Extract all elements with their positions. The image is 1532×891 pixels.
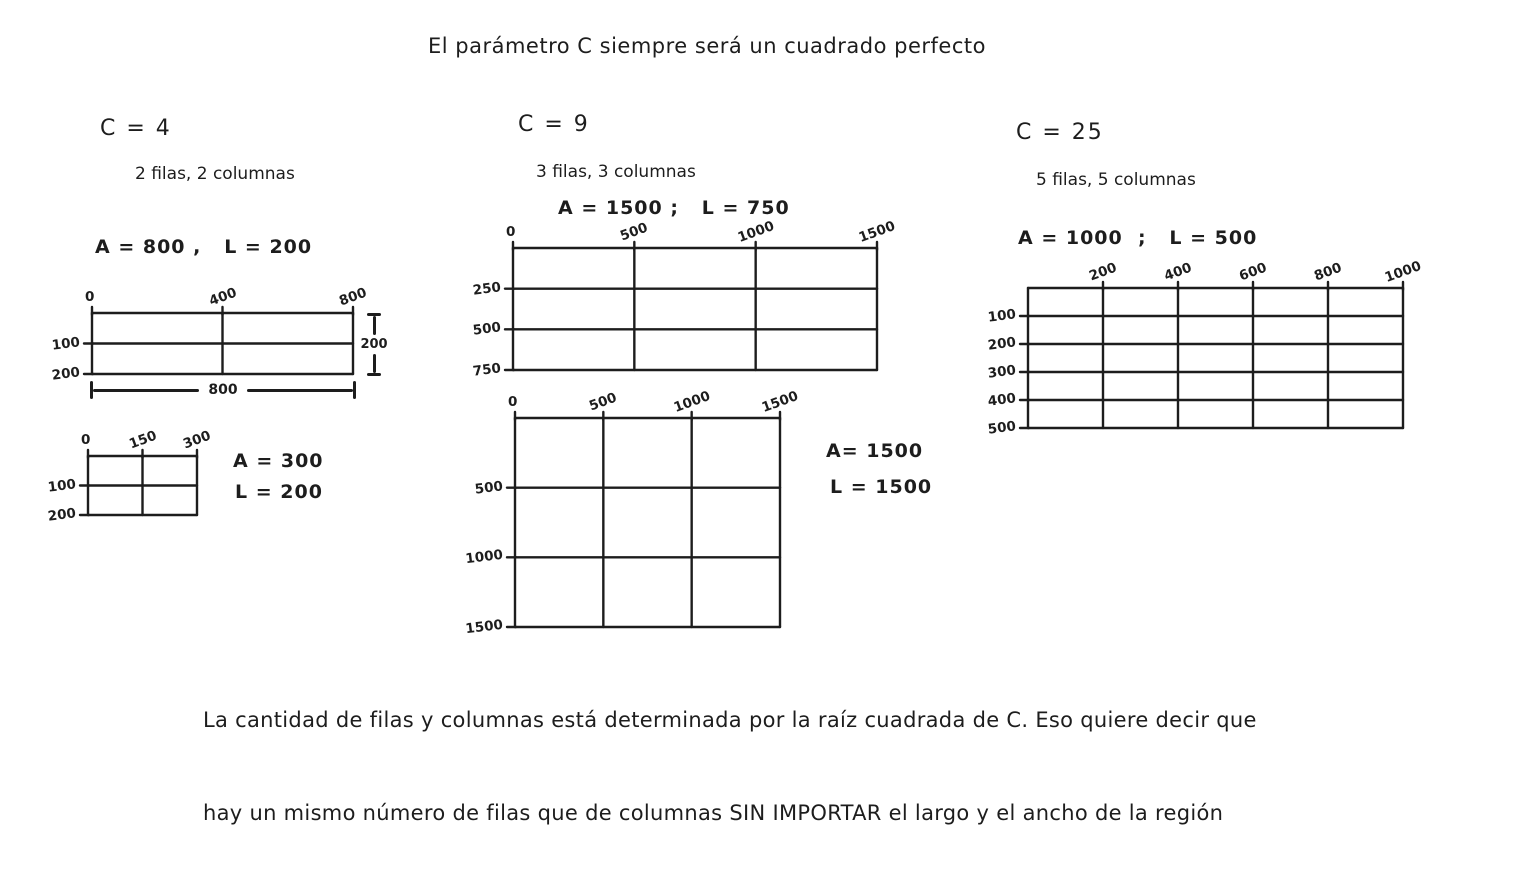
grid-c9-square-area-label: A= 1500 (826, 440, 924, 462)
grid-lines (1028, 288, 1403, 428)
x-axis-label: 1500 (759, 388, 801, 416)
x-axis-label: 600 (1237, 259, 1269, 285)
x-axis-label: 300 (181, 427, 213, 453)
x-axis-label: 800 (337, 284, 369, 310)
grid-lines (515, 418, 780, 627)
height-dimension-bracket (360, 313, 388, 376)
x-axis-label: 1500 (856, 218, 898, 246)
y-axis-label: 1500 (464, 616, 504, 638)
section-c4-label: C = 4 (100, 116, 172, 141)
grid-lines (92, 313, 353, 374)
y-axis-label: 1000 (464, 547, 504, 568)
x-axis-label: 1000 (735, 218, 777, 246)
y-axis-label: 300 (986, 362, 1017, 382)
section-c25-rows-cols: 5 filas, 5 columnas (1036, 170, 1196, 190)
y-axis-label: 750 (471, 360, 502, 380)
section-c25-label: C = 25 (1016, 120, 1104, 145)
grid-c9-square-length-label: L = 1500 (830, 476, 933, 498)
x-axis-label: 1000 (671, 388, 713, 416)
x-axis-label: 400 (206, 284, 239, 310)
grid-c4-main (50, 284, 369, 384)
x-axis-label: 800 (1312, 259, 1344, 285)
x-axis-label: 500 (618, 219, 651, 245)
y-axis-label: 100 (50, 333, 81, 354)
bracket-line (373, 354, 376, 373)
y-axis-label: 200 (50, 364, 81, 384)
x-axis-label: 400 (1162, 259, 1194, 285)
x-axis-label: 1000 (1382, 258, 1424, 286)
y-axis-label: 100 (986, 306, 1017, 326)
grid-c4-small-length-label: L = 200 (235, 481, 323, 503)
bracket-line (93, 389, 199, 392)
y-axis-label: 200 (986, 334, 1017, 354)
bracket-end-cap (353, 381, 356, 399)
y-axis-label: 500 (986, 418, 1017, 438)
x-axis-label: 0 (80, 432, 91, 448)
footer-line-1: La cantidad de filas y columnas está determinada por la raíz cuadrada de C. Eso quiere decir que (203, 708, 1257, 732)
grid-lines (88, 456, 197, 515)
grid-c9-wide (471, 218, 898, 380)
y-axis-label: 200 (46, 505, 77, 525)
x-axis-label: 150 (126, 427, 159, 453)
page-title: El parámetro C siempre será un cuadrado perfecto (428, 34, 986, 58)
y-axis-label: 100 (46, 475, 77, 496)
bracket-line (247, 389, 353, 392)
x-axis-label: 0 (84, 289, 95, 305)
footer-line-2: hay un mismo número de filas que de columnas SIN IMPORTAR el largo y el ancho de la región (203, 801, 1224, 825)
y-axis-label: 400 (986, 390, 1017, 410)
section-c25-params: A = 1000 ; L = 500 (1018, 227, 1258, 249)
y-axis-label: 250 (471, 278, 502, 299)
grid-c4-small-area-label: A = 300 (233, 450, 324, 472)
width-dimension-bracket (90, 381, 356, 399)
section-c4-params: A = 800 , L = 200 (95, 236, 313, 258)
grid-c9-square (464, 388, 801, 638)
width-dimension-label: 800 (208, 382, 238, 398)
bracket-end-cap (367, 373, 381, 376)
x-axis-label: 0 (505, 224, 516, 240)
x-axis-label: 200 (1087, 259, 1119, 285)
section-c9-params: A = 1500 ; L = 750 (558, 197, 790, 219)
y-axis-label: 500 (471, 319, 502, 339)
height-dimension-label: 200 (360, 337, 388, 352)
section-c4-rows-cols: 2 filas, 2 columnas (135, 164, 295, 184)
footer-note (203, 643, 1257, 891)
x-axis-label: 0 (507, 394, 518, 410)
bracket-line (373, 316, 376, 335)
section-c9-label: C = 9 (518, 112, 590, 137)
x-axis-label: 500 (587, 389, 620, 415)
section-c9-rows-cols: 3 filas, 3 columnas (536, 162, 696, 182)
grid-lines (513, 248, 877, 370)
grid-c25 (986, 258, 1424, 438)
y-axis-label: 500 (473, 477, 504, 498)
grid-c4-small (46, 427, 213, 525)
